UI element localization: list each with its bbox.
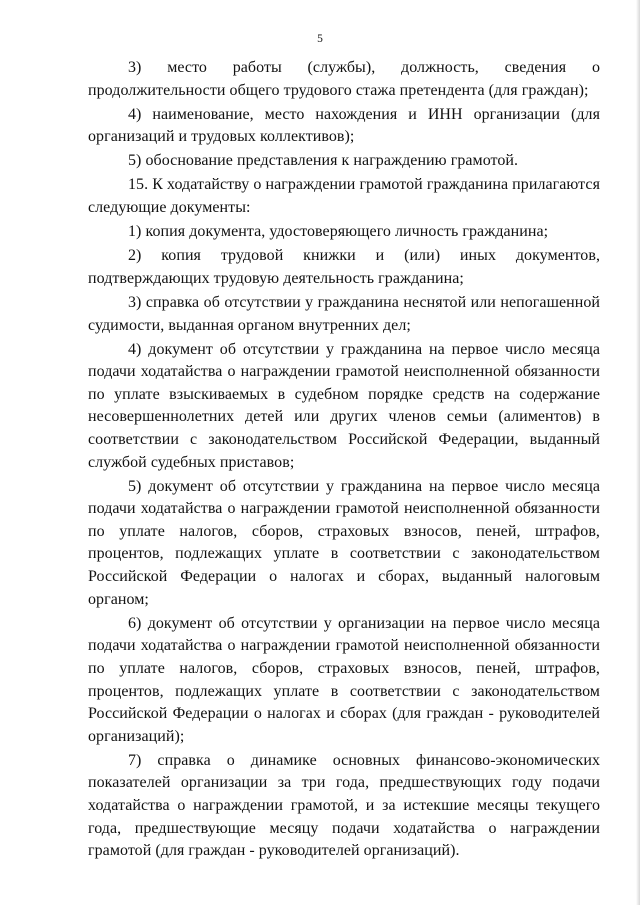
paragraph-doc-4: 4) документ об отсутствии у гражданина на первое число месяца подачи ходатайства о награждении грамотой неисполненной обязанности по уплате взыскиваемых в судебном порядке средств на содержание несовершеннолетних детей или других членов семьи (алиментов) в соответствии с законодательством Российской Федерации, выданный службой судебных приставов; <box>88 340 600 471</box>
paragraph-doc-7: 7) справка о динамике основных финансово-экономических показателей организации за три года, предшествующих году подачи ходатайства о награждении грамотой, и за истекшие месяцы текущего года, предшествующие месяцу подачи ходатайства о награждении грамотой (для граждан - руководителей организаций). <box>88 751 600 860</box>
page-edge <box>636 0 640 905</box>
document-body <box>88 57 600 864</box>
paragraph-clause-15: 15. К ходатайству о награждении грамотой гражданина прилагаются следующие документы: <box>88 176 600 217</box>
paragraph-doc-5: 5) документ об отсутствии у гражданина на первое число месяца подачи ходатайства о награждении грамотой неисполненной обязанности по уплате налогов, сборов, страховых взносов, пеней, штрафов, процентов, подлежащих уплате в соответствии с законодательством Российской Федерации о налогах и сборах, выданный налоговым органом; <box>88 477 600 608</box>
paragraph-doc-1: 1) копия документа, удостоверяющего личность гражданина; <box>128 223 549 241</box>
paragraph-item-3: 3) место работы (службы), должность, сведения о продолжительности общего трудового стажа претендента (для граждан); <box>88 59 600 99</box>
paragraph-doc-6: 6) документ об отсутствии у организации на первое число месяца подачи ходатайства о награждении грамотой неисполненной обязанности по уплате налогов, сборов, страховых взносов, пеней, штрафов, процентов, подлежащих уплате в соответствии с законодательством Российской Федерации о налогах и сборах (для граждан - руководителей организаций); <box>88 614 600 745</box>
paragraph-item-5: 5) обоснование представления к награждению грамотой. <box>128 152 519 170</box>
paragraph-doc-3: 3) справка об отсутствии у гражданина неснятой или непогашенной судимости, выданная органом внутренних дел; <box>88 293 600 334</box>
paragraph-item-4: 4) наименование, место нахождения и ИНН организации (для организаций и трудовых коллективов); <box>88 105 600 146</box>
paragraph-doc-2: 2) копия трудовой книжки и (или) иных документов, подтверждающих трудовую деятельность гражданина; <box>88 247 600 287</box>
page-number: 5 <box>317 33 323 45</box>
